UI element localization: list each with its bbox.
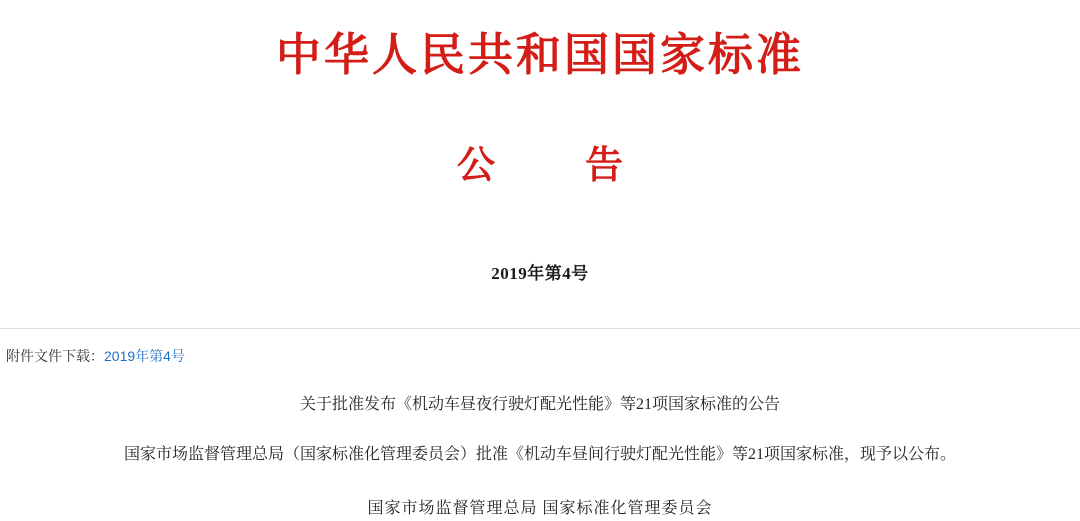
announcement-body: 国家市场监督管理总局（国家标准化管理委员会）批准《机动车昼间行驶灯配光性能》等21项国家标准，现予以公布。 [123,446,956,464]
announcement-heading: 关于批准发布《机动车昼夜行驶灯配光性能》等21项国家标准的公告 [299,395,780,413]
document-subtitle: 公 告 [456,145,649,187]
document-number: 2019年第4号 [491,264,589,283]
section-divider [0,328,1080,329]
attachment-row [0,337,1080,367]
issuing-authority: 国家市场监督管理总局 国家标准化管理委员会 [367,499,713,517]
attachment-download-link[interactable]: 2019年第4号 [104,348,185,364]
page-title: 中华人民共和国国家标准 [275,30,804,80]
attachment-label: 附件文件下载： [6,348,104,364]
